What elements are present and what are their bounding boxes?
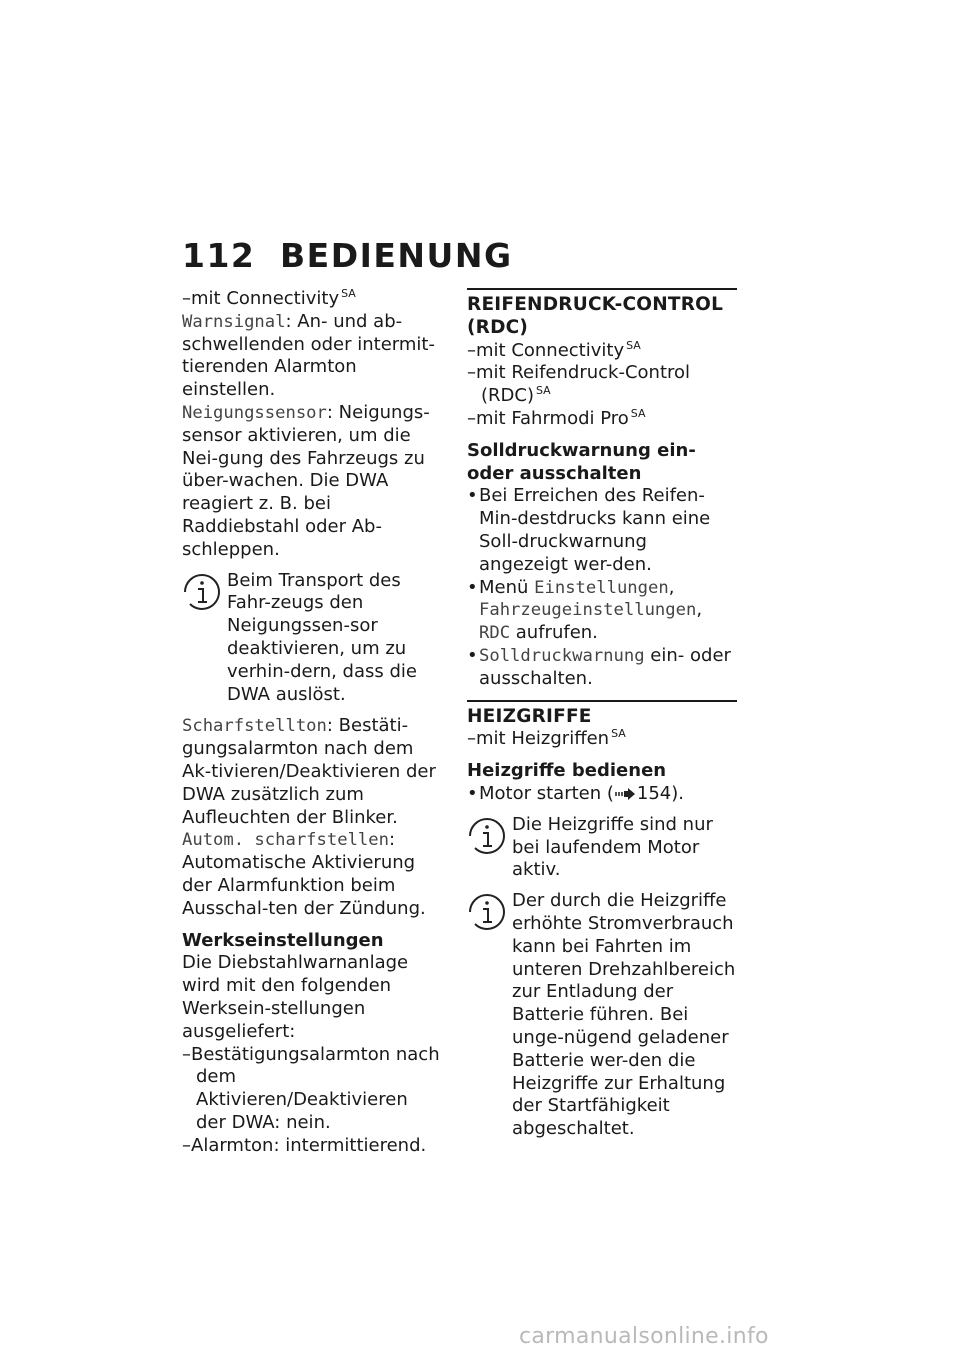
rdc-heading: REIFENDRUCK-CONTROL (RDC) bbox=[467, 288, 737, 340]
factory-settings-heading: Werkseinstellungen bbox=[182, 929, 384, 951]
menu-vehicle-settings-code: Fahrzeugeinstellungen bbox=[479, 600, 697, 621]
battery-note bbox=[467, 890, 737, 1141]
factory-item: –Alarmton: intermittierend. bbox=[182, 1134, 427, 1156]
auto-arm-paragraph: Autom. scharfstellen: Automatische Aktivierung der Alarmfunktion beim Ausschal-ten der Zündung. bbox=[182, 829, 426, 919]
transport-note bbox=[182, 570, 440, 707]
sa-marker: SA bbox=[535, 384, 551, 398]
left-column bbox=[182, 288, 440, 1157]
auto-arm-code: Autom. scharfstellen bbox=[182, 830, 389, 851]
bullet-item: •Solldruckwarnung ein- oder ausschalten. bbox=[467, 644, 731, 689]
page-title: BEDIENUNG bbox=[280, 236, 513, 275]
bullet-icon: • bbox=[467, 644, 478, 666]
page-reference-arrow-icon bbox=[615, 788, 635, 800]
rdc-item: –mit Connectivity $^{SA}$ bbox=[467, 338, 641, 361]
info-icon bbox=[182, 574, 222, 610]
bullet-item: •Menü Einstellungen, Fahrzeugeinstellungen, RDC aufrufen. bbox=[467, 576, 703, 644]
right-column bbox=[467, 288, 737, 1141]
bullet-item: •Motor starten ( 154). bbox=[467, 782, 684, 804]
info-icon bbox=[467, 894, 507, 930]
battery-note-text: Der durch die Heizgriffe erhöhte Stromverbrauch kann bei Fahrten im unteren Drehzahlbereich zur Entladung der Batterie führen. Bei unge-nügend geladener Batterie wer-den die Heizgriffe zur Erhaltung der Startfähigkeit abgeschaltet. bbox=[512, 890, 736, 1140]
page-reference: 154). bbox=[636, 782, 684, 804]
heated-grips-heading: HEIZGRIFFE bbox=[467, 700, 737, 729]
confirm-tone-code: Scharfstellton bbox=[182, 716, 327, 737]
menu-rdc-code: RDC bbox=[479, 623, 511, 644]
bullet-icon: • bbox=[467, 576, 478, 598]
tilt-sensor-code: Neigungssensor bbox=[182, 402, 327, 423]
menu-settings-code: Einstellungen bbox=[534, 577, 669, 598]
heated-grips-subheading: Heizgriffe bedienen bbox=[467, 760, 667, 782]
transport-note-text: Beim Transport des Fahr-zeugs den Neigungssen-sor deaktivieren, um zu verhin-dern, dass die DWA auslöst. bbox=[227, 569, 417, 705]
sa-marker: SA bbox=[630, 406, 646, 420]
heated-grips-item: –mit Heizgriffen $^{SA}$ bbox=[467, 727, 626, 750]
connectivity-item: –mit Connectivity $^{SA}$ bbox=[182, 287, 356, 309]
page-number: 112 bbox=[182, 236, 256, 275]
rdc-item: –mit Fahrmodi Pro $^{SA}$ bbox=[467, 406, 646, 429]
heated-grips-note-text: Die Heizgriffe sind nur bei laufendem Motor aktiv. bbox=[512, 813, 713, 881]
page-header bbox=[182, 236, 513, 275]
confirm-tone-paragraph: Scharfstellton: Bestäti-gungsalarmton nach dem Ak-tivieren/Deaktivieren der DWA zusätzlich zum Aufleuchten der Blinker. bbox=[182, 715, 436, 828]
info-icon bbox=[467, 818, 507, 854]
bullet-icon: • bbox=[467, 782, 478, 804]
warnsignal-code: Warnsignal bbox=[182, 311, 286, 332]
factory-settings-text: Die Diebstahlwarnanlage wird mit den folgenden Werksein-stellungen ausgeliefert: bbox=[182, 952, 409, 1042]
warnsignal-paragraph: Warnsignal: An- und ab-schwellenden oder intermit-tierenden Alarmton einstellen. bbox=[182, 310, 435, 401]
heated-grips-note bbox=[467, 814, 737, 882]
pressure-warning-code: Solldruckwarnung bbox=[479, 645, 645, 666]
rdc-item: –mit Reifendruck-Control (RDC) $^{SA}$ bbox=[467, 362, 691, 407]
sa-marker: SA bbox=[626, 338, 641, 352]
pressure-warning-heading: Solldruckwarnung ein- oder ausschalten bbox=[467, 439, 696, 484]
bullet-item: •Bei Erreichen des Reifen-Min-destdrucks kann eine Soll-druckwarnung angezeigt wer-den. bbox=[467, 485, 711, 575]
watermark: carmanualsonline.info bbox=[519, 1324, 769, 1349]
sa-marker: SA bbox=[341, 287, 356, 300]
bullet-icon: • bbox=[467, 485, 478, 507]
sa-marker: SA bbox=[611, 727, 626, 741]
tilt-sensor-paragraph: Neigungssensor: Neigungs-sensor aktivieren, um die Nei-gung des Fahrzeugs zu über-wachen. Die DWA reagiert z. B. bei Raddiebstahl oder Ab-schleppen. bbox=[182, 401, 430, 560]
factory-item: –Bestätigungsalarmton nach dem Aktivieren/Deaktivieren der DWA: nein. bbox=[182, 1043, 440, 1133]
